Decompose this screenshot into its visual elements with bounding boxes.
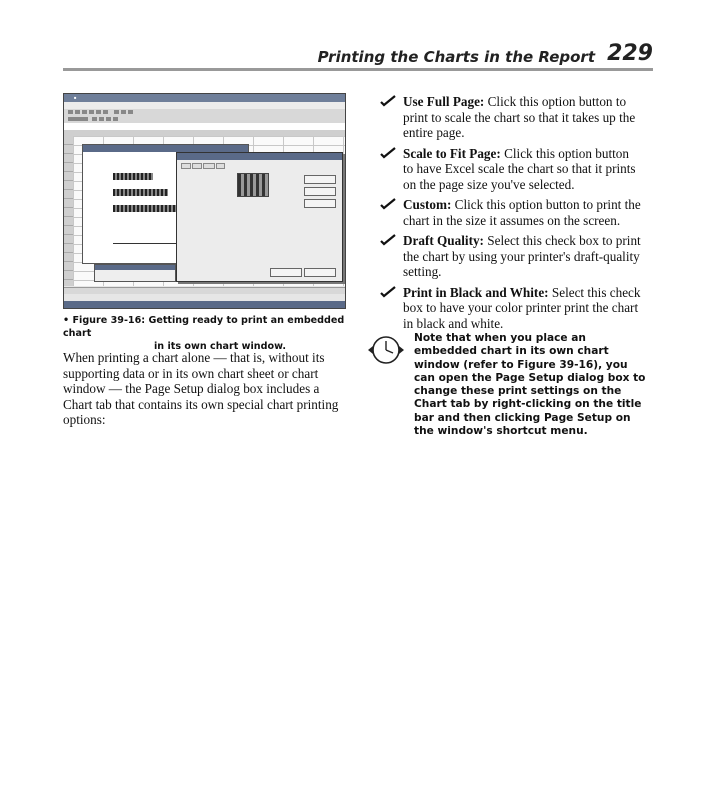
list-item [380,285,642,332]
screenshot-titlebar: ■ [64,94,345,102]
check-mark-icon [380,233,396,247]
option-text: Select this check box to have your color printer print the chart in black and white. [403,284,641,331]
figure-caption-text-2: in its own chart window. [154,341,286,352]
clock-icon [366,332,406,368]
option-term: Draft Quality: [403,233,484,248]
list-item [380,94,642,141]
option-text: Click this option button to print to scale the chart so that it takes up the entire page. [403,94,636,140]
figure-screenshot [63,93,346,309]
option-term: Custom: [403,197,452,212]
figure-caption [63,314,353,353]
note-box [366,332,656,438]
screenshot-chart-toolbar [94,264,176,282]
check-mark-icon [380,197,396,211]
option-list [380,94,642,336]
list-item [380,233,642,280]
figure-caption-label: • Figure 39-16: [63,315,146,326]
screenshot-taskbar [64,301,345,308]
option-term: Use Full Page: [403,94,485,109]
screenshot-page-setup-dialog [176,152,343,282]
running-head-title: Printing the Charts in the Report [317,48,595,66]
screenshot-sheet-tabs [64,287,345,294]
running-head [63,38,653,71]
figure-caption-text: Getting ready to print an embedded chart [63,315,345,339]
list-item [380,146,642,193]
list-item [380,197,642,228]
check-mark-icon [380,94,396,108]
option-text: Select this check box to print the chart by using your printer's draft-quality setting. [403,233,641,279]
option-term: Scale to Fit Page: [403,145,501,161]
option-term: Print in Black and White: [403,284,549,300]
page-number: 229 [607,41,653,66]
option-text: Click this option button to print the chart in the size it assumes on the screen. [403,197,641,228]
note-text: Note that when you place an embedded chart in its own chart window (refer to Figure 39-16), you can open the Page Setup dialog box to change these print settings on the Chart tab by right-clicking on the title bar and then clicking Page Setup on the window's shortcut menu. [414,332,646,438]
body-paragraph: When printing a chart alone — that is, without its supporting data or in its own chart sheet or chart window — the Page Setup dialog box includes a Chart tab that contains its own special chart printing options: [63,350,339,427]
check-mark-icon [380,146,396,160]
option-text: Click this option button to have Excel scale the chart so that it prints on the page size you've selected. [403,145,636,192]
check-mark-icon [380,285,396,299]
